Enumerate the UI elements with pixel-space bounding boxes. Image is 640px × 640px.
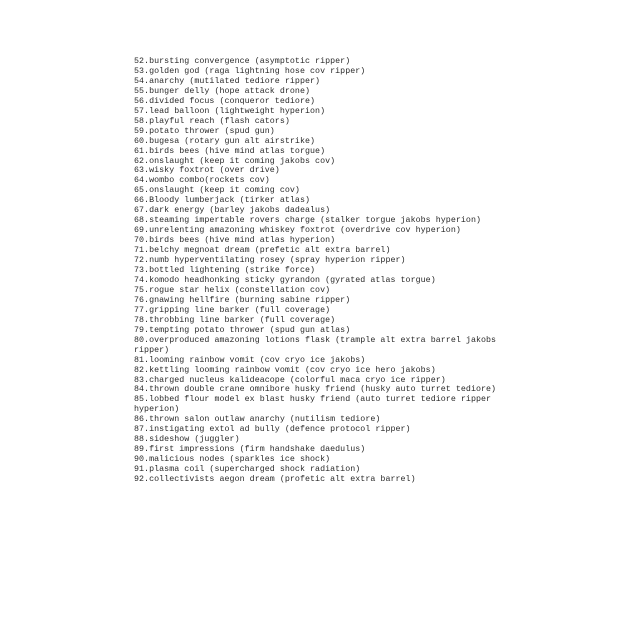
- text-line: 56.divided focus (conqueror tediore): [134, 96, 316, 106]
- text-line: 85.lobbed flour model ex blast husky friend (auto turret tediore ripper: [134, 395, 492, 405]
- text-line: 69.unrelenting amazoning whiskey foxtrot (overdrive cov hyperion): [134, 226, 461, 236]
- text-line: 82.kettling looming rainbow vomit (cov cryo ice hero jakobs): [134, 365, 436, 375]
- text-line: 81.looming rainbow vomit (cov cryo ice jakobs): [134, 355, 366, 365]
- text-line: 68.steaming impertable rovers charge (stalker torgue jakobs hyperion): [134, 216, 481, 226]
- text-line: 91.plasma coil (supercharged shock radiation): [134, 465, 361, 475]
- text-line: 66.Bloody lumberjack (tirker atlas): [134, 196, 311, 206]
- text-line: 84.thrown double crane omnibore husky friend (husky auto turret tediore): [134, 385, 497, 395]
- text-line: 71.belchy megnoat dream (prefetic alt extra barrel): [134, 246, 391, 256]
- text-line: 88.sideshow (juggler): [134, 435, 240, 445]
- text-line: 78.throbbing line barker (full coverage): [134, 315, 336, 325]
- text-line: 87.instigating extol ad bully (defence protocol ripper): [134, 425, 411, 435]
- text-line: 90.malicious nodes (sparkles ice shock): [134, 455, 331, 465]
- text-line: 57.lead balloon (lightweight hyperion): [134, 106, 326, 116]
- text-line: 67.dark energy (barley jakobs dadealus): [134, 206, 331, 216]
- text-line: 79.tempting potato thrower (spud gun atlas): [134, 325, 351, 335]
- text-line: 83.charged nucleus kalideacope (colorful maca cryo ice ripper): [134, 375, 446, 385]
- text-line: 54.anarchy (mutilated tediore ripper): [134, 76, 321, 86]
- text-line: 58.playful reach (flash cators): [134, 116, 290, 126]
- text-line: 61.birds bees (hive mind atlas torgue): [134, 146, 326, 156]
- text-line: 73.bottled lightening (strike force): [134, 266, 316, 276]
- text-line: 60.bugesa (rotary gun alt airstrike): [134, 136, 316, 146]
- text-line: 76.gnawing hellfire (burning sabine ripper): [134, 295, 351, 305]
- text-line: 92.collectivists aegon dream (profetic alt extra barrel): [134, 475, 416, 485]
- text-line: ripper): [134, 345, 170, 355]
- text-line: 86.thrown salon outlaw anarchy (nutilism tediore): [134, 415, 381, 425]
- text-line: 74.komodo headhonking sticky gyrandon (gyrated atlas torgue): [134, 275, 436, 285]
- text-line: 75.rogue star helix (constellation cov): [134, 285, 331, 295]
- text-line: 77.gripping line barker (full coverage): [134, 305, 331, 315]
- text-line: 70.birds bees (hive mind atlas hyperion): [134, 236, 336, 246]
- text-line: 52.bursting convergence (asymptotic ripper): [134, 57, 351, 66]
- text-line: 65.onslaught (keep it coming cov): [134, 186, 300, 196]
- text-line: 64.wombo combo(rockets cov): [134, 176, 270, 186]
- text-line: 53.golden god (raga lightning hose cov ripper): [134, 66, 366, 76]
- text-line: 89.first impressions (firm handshake daedulus): [134, 445, 366, 455]
- document-text-list: [134, 57, 624, 485]
- text-line: 63.wisky foxtrot (over drive): [134, 166, 280, 176]
- text-line: 59.potato thrower (spud gun): [134, 126, 275, 136]
- text-line: 62.onslaught (keep it coming jakobs cov): [134, 156, 336, 166]
- text-line: hyperion): [134, 405, 180, 415]
- text-line: 80.overproduced amazoning lotions flask (trample alt extra barrel jakobs: [134, 335, 497, 345]
- text-line: 55.bunger delly (hope attack drone): [134, 86, 311, 96]
- text-line: 72.numb hyperventilating rosey (spray hyperion ripper): [134, 256, 406, 266]
